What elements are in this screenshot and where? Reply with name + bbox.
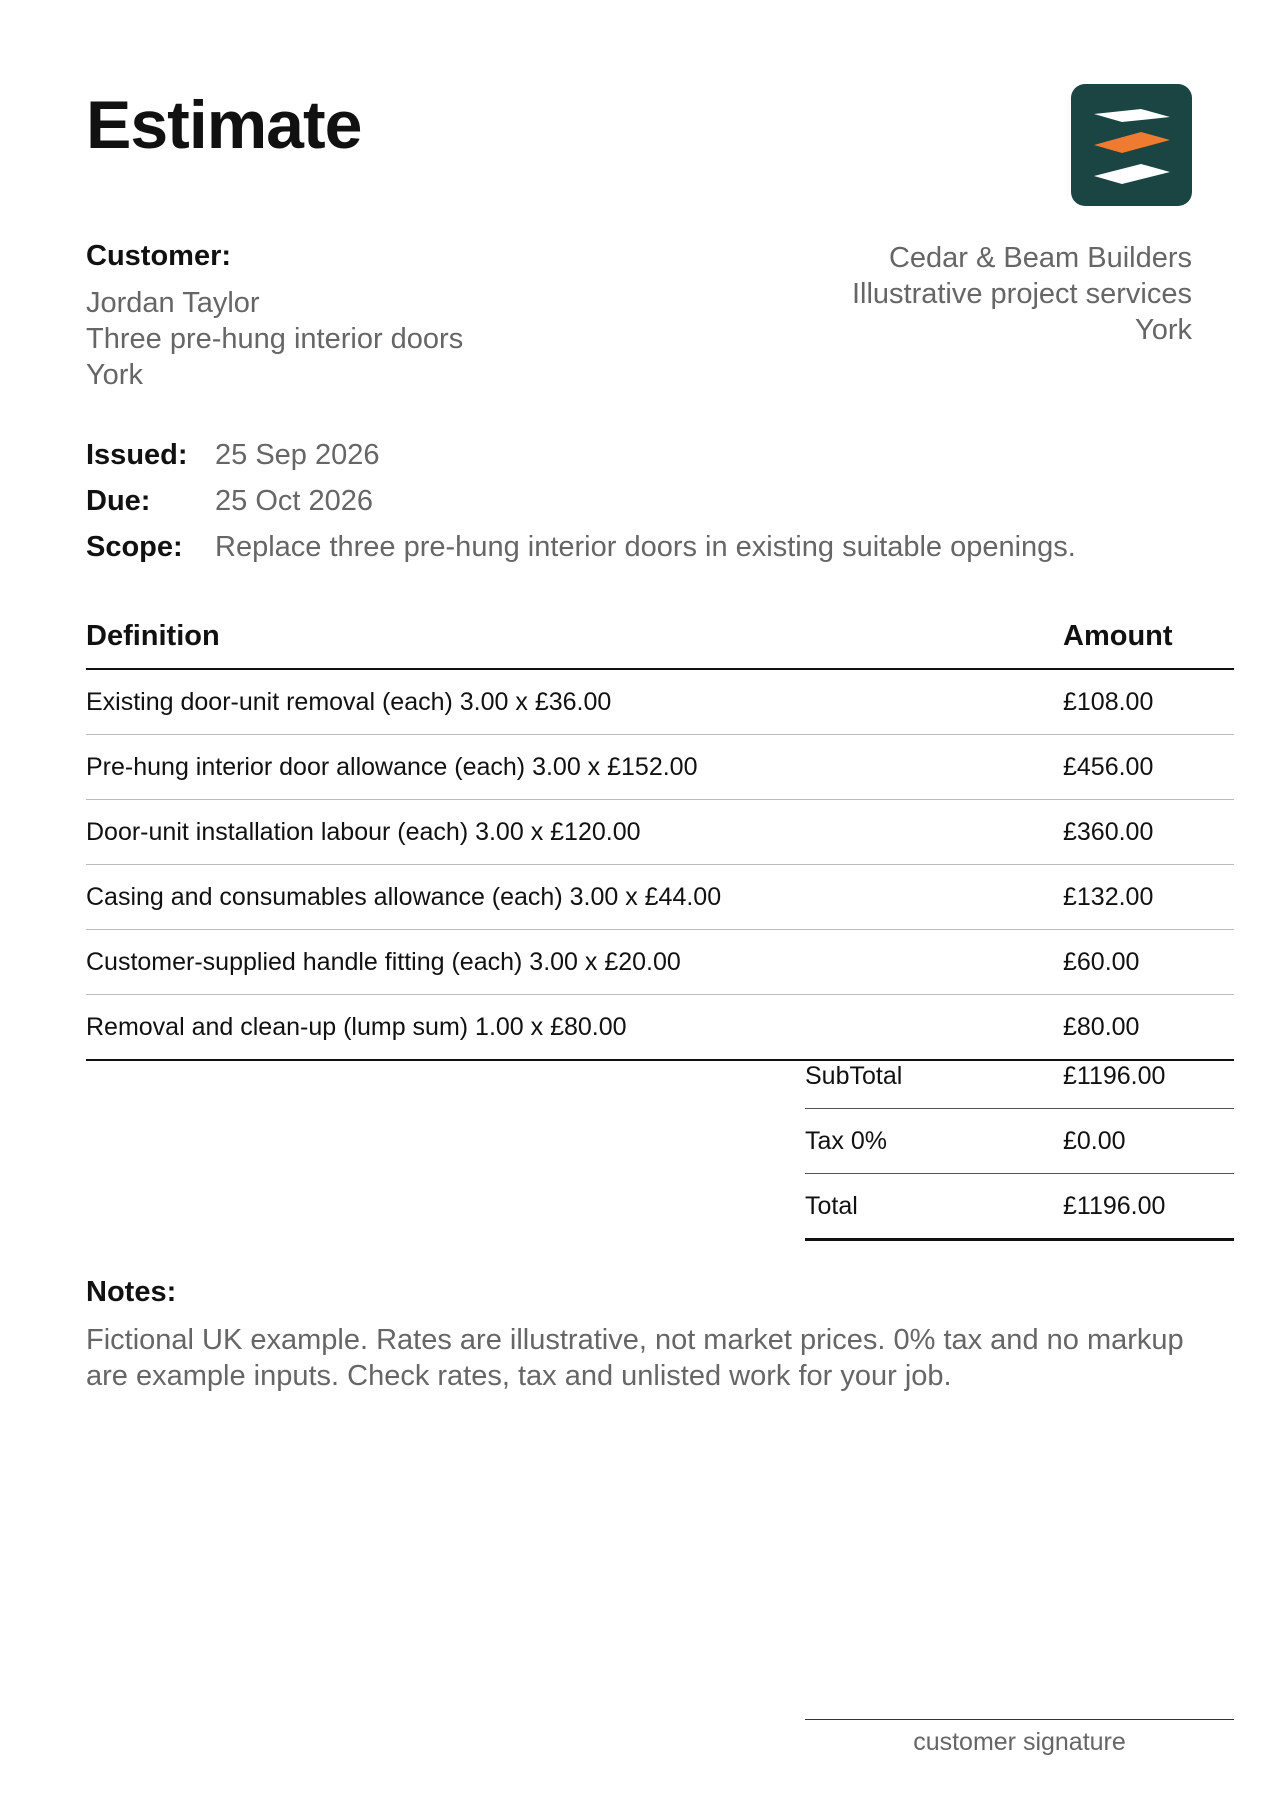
total-value: £1196.00: [1063, 1174, 1234, 1240]
total-label: Total: [805, 1174, 1063, 1240]
table-header-row: [86, 612, 1234, 669]
customer-city: York: [86, 359, 143, 391]
line-item-amount: £60.00: [1063, 930, 1234, 995]
tax-label: Tax 0%: [805, 1109, 1063, 1174]
line-item-amount: £360.00: [1063, 800, 1234, 865]
scope-text: Replace three pre-hung interior doors in existing suitable openings.: [215, 531, 1076, 563]
line-item-definition: Door-unit installation labour (each) 3.00 x £120.00: [86, 800, 1063, 865]
subtotal-row: [805, 1044, 1234, 1109]
definition-header: Definition: [86, 612, 1063, 669]
customer-name: Jordan Taylor: [86, 287, 260, 319]
total-row: [805, 1174, 1234, 1240]
amount-header: Amount: [1063, 612, 1234, 669]
signature-label: customer signature: [913, 1728, 1126, 1756]
company-name: Cedar & Beam Builders: [888, 242, 1192, 274]
company-tagline: Illustrative project services: [851, 278, 1192, 310]
table-row: [86, 800, 1234, 865]
line-item-amount: £80.00: [1063, 995, 1234, 1061]
line-item-definition: Pre-hung interior door allowance (each) 3.00 x £152.00: [86, 735, 1063, 800]
due-date: 25 Oct 2026: [215, 485, 373, 517]
estimate-meta: [86, 432, 1076, 570]
scope-label: Scope:: [86, 531, 183, 563]
line-item-definition: Removal and clean-up (lump sum) 1.00 x £80.00: [86, 995, 1063, 1061]
company-details: [852, 240, 1192, 348]
table-row: [86, 669, 1234, 735]
signature-line: [805, 1719, 1234, 1720]
customer-details: [86, 285, 463, 393]
company-city: York: [1135, 314, 1192, 346]
document-title: Estimate: [86, 87, 362, 163]
line-item-amount: £132.00: [1063, 865, 1234, 930]
table-row: [86, 865, 1234, 930]
scope-row: [86, 524, 1076, 570]
line-item-amount: £108.00: [1063, 669, 1234, 735]
tax-row: [805, 1109, 1234, 1174]
customer-project: Three pre-hung interior doors: [86, 323, 464, 355]
stacked-planks-logo-icon: [1071, 84, 1192, 206]
subtotal-label: SubTotal: [805, 1044, 1063, 1109]
table-row: [86, 735, 1234, 800]
issued-row: [86, 432, 1076, 478]
line-item-definition: Casing and consumables allowance (each) 3.00 x £44.00: [86, 865, 1063, 930]
line-item-amount: £456.00: [1063, 735, 1234, 800]
subtotal-value: £1196.00: [1063, 1044, 1234, 1109]
issued-label: Issued:: [86, 439, 188, 471]
notes-heading: Notes:: [86, 1276, 177, 1308]
due-row: [86, 478, 1076, 524]
due-label: Due:: [86, 485, 151, 517]
line-item-definition: Existing door-unit removal (each) 3.00 x £36.00: [86, 669, 1063, 735]
line-item-definition: Customer-supplied handle fitting (each) 3.00 x £20.00: [86, 930, 1063, 995]
notes-text: Fictional UK example. Rates are illustrative, not market prices. 0% tax and no markup are example inputs. Check rates, tax and unlisted work for your job.: [86, 1324, 1184, 1392]
totals-table: [805, 1044, 1234, 1241]
line-items-table: [86, 612, 1234, 1061]
customer-heading: Customer:: [86, 240, 232, 272]
issued-date: 25 Sep 2026: [215, 439, 380, 471]
tax-value: £0.00: [1063, 1109, 1234, 1174]
table-row: [86, 930, 1234, 995]
